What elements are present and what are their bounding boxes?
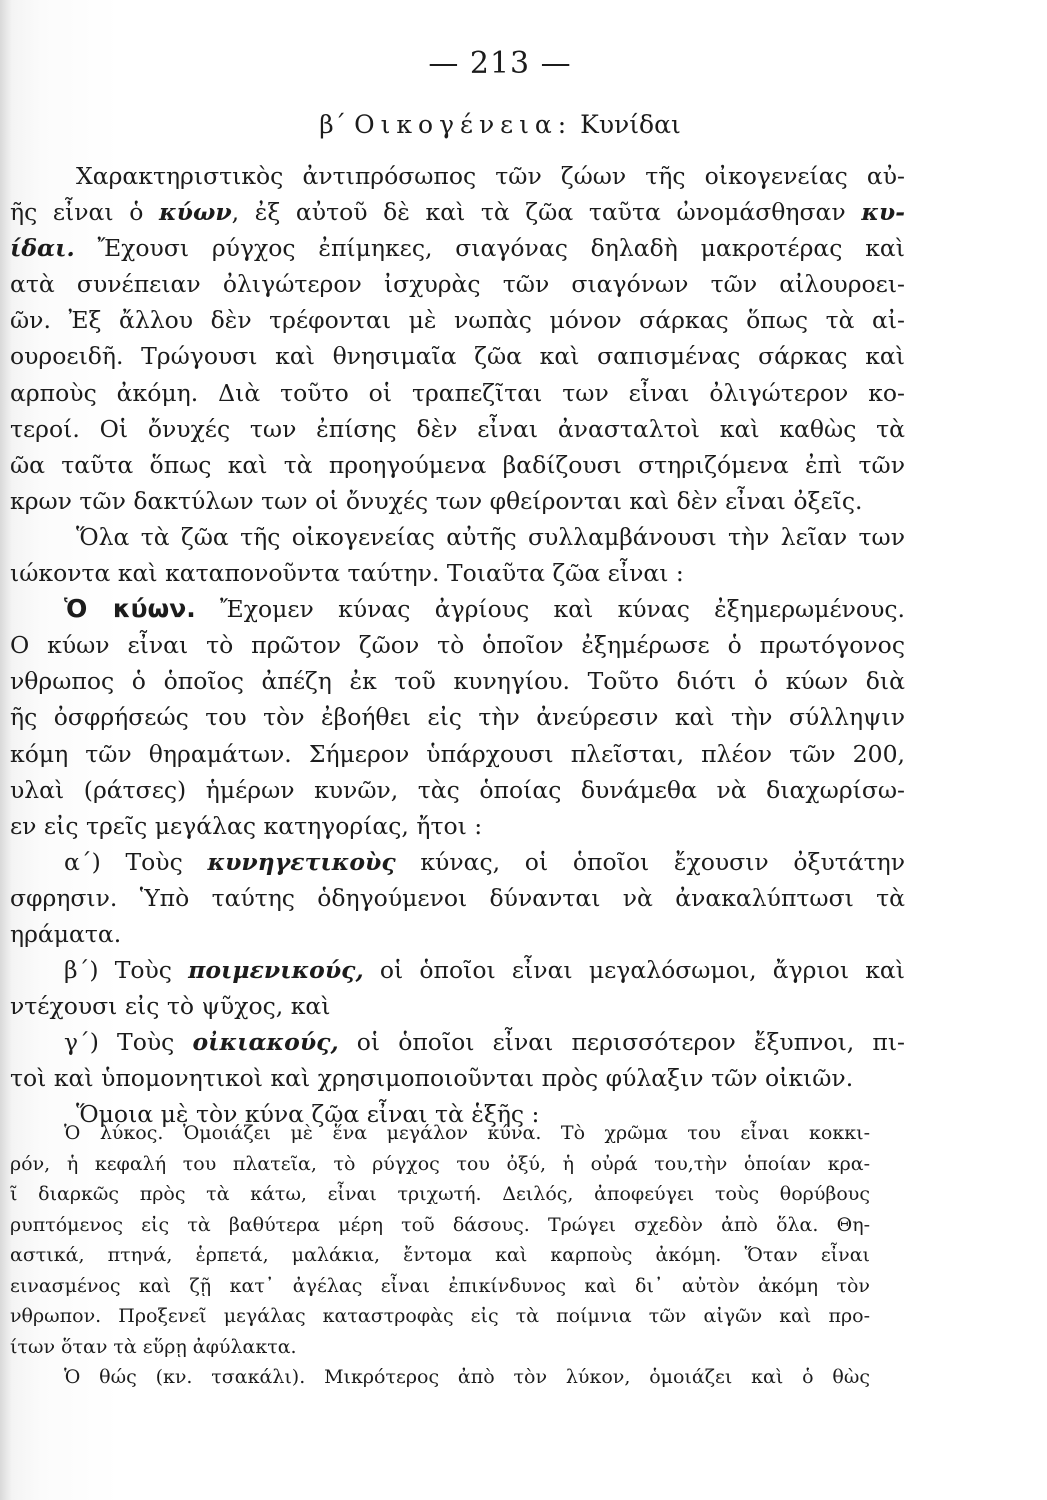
term-oikiakous: οἰκιακούς,: [192, 1028, 339, 1057]
note-line: ῖ διαρκῶς πρὸς τὰ κάτω, εἶναι τριχωτή. Δειλός, ἀποφεύγει τοὺς θορύβους: [10, 1183, 870, 1205]
term-kynidai: κυ-: [861, 198, 905, 227]
page-number: — 213 —: [428, 46, 572, 81]
paragraph-line: α΄) Τοὺς κυνηγετικοὺς κύνας, οἱ ὁποῖοι ἔχουσιν ὀξυτάτην: [64, 847, 906, 876]
paragraph-line: ῶν. Ἐξ ἄλλου δὲν τρέφονται μὲ νωπὰς μόνον σάρκας ὅπως τὰ αἰ-: [10, 306, 905, 335]
paragraph-line: Ὁ κύων. Ἔχομεν κύνας ἀγρίους καὶ κύνας ἐξημερωμένους.: [64, 594, 905, 624]
paragraph-line: τοὶ καὶ ὑπομονητικοὶ καὶ χρησιμοποιοῦνται πρὸς φύλαξιν τῶν οἰκιῶν.: [10, 1064, 854, 1093]
term-kynidai-end: ίδαι.: [10, 234, 75, 263]
note-line: αστικά, πτηνά, ἑρπετά, μαλάκια, ἔντομα καὶ καρποὺς ἀκόμη. Ὅταν εἶναι: [10, 1244, 870, 1266]
paragraph-line: τεροί. Οἱ ὄνυχές των ἐπίσης δὲν εἶναι ἀνασταλτοὶ καὶ καθὼς τὰ: [10, 414, 905, 443]
note-line: εινασμένος καὶ ζῇ κατ᾽ ἀγέλας εἶναι ἐπικίνδυνος καὶ δι᾽ αὐτὸν ἀκόμη τὸν: [10, 1274, 870, 1297]
section-label: Οικογένεια:: [354, 110, 573, 139]
small-print-text: [10, 1118, 870, 1393]
note-line: Ὁ θώς (κν. τσακάλι). Μικρότερος ἀπὸ τὸν λύκον, ὁμοιάζει καὶ ὁ θὼς: [64, 1366, 870, 1388]
paragraph-line: αρποὺς ἀκόμη. Διὰ τοῦτο οἱ τραπεζῖται των εἶναι ὀλιγώτερον κο-: [10, 378, 905, 407]
paragraph-line: υλαὶ (ράτσες) ἡμέρων κυνῶν, τὰς ὁποίας δυνάμεθα νὰ διαχωρίσω-: [10, 775, 905, 804]
note-line: νθρωπον. Προξενεῖ μεγάλας καταστροφὰς εἰς τὰ ποίμνια τῶν αἰγῶν καὶ προ-: [10, 1305, 870, 1327]
note-line: Ὁ λύκος. Ὁμοιάζει μὲ ἕνα μεγάλον κύνα. Τὸ χρῶμα του εἶναι κοκκι-: [64, 1122, 870, 1144]
note-line: ίτων ὅταν τὰ εὕρῃ ἀφύλακτα.: [10, 1335, 297, 1358]
paragraph-line: Ὅμοια μὲ τὸν κύνα ζῶα εἶναι τὰ ἑξῆς :: [76, 1100, 540, 1129]
paragraph-line: ουροειδῆ. Τρώγουσι καὶ θνησιμαῖα ζῶα καὶ σαπισμένας σάρκας καὶ: [10, 342, 905, 371]
term-kynigetikous: κυνηγετικοὺς: [207, 847, 396, 876]
heading-kyon: Ὁ κύων.: [64, 594, 196, 624]
section-family-name: Κυνίδαι: [580, 110, 681, 139]
paragraph-line: ῆς ὀσφρήσεώς του τὸν ἐβοήθει εἰς τὴν ἀνεύρεσιν καὶ τὴν σύλληψιν: [10, 703, 905, 732]
paragraph-line: Ο κύων εἶναι τὸ πρῶτον ζῶον τὸ ὁποῖον ἐξημέρωσε ὁ πρωτόγονος: [10, 631, 905, 660]
paragraph-line: νθρωπος ὁ ὁποῖος ἀπέζη ἐκ τοῦ κυνηγίου. Τοῦτο διότι ὁ κύων διὰ: [10, 667, 905, 696]
paragraph-line: γ΄) Τοὺς οἰκιακούς, οἱ ὁποῖοι εἶναι περισσότερον ἔξυπνοι, πι-: [64, 1028, 905, 1057]
note-line: ρόν, ἡ κεφαλή του πλατεῖα, τὸ ρύγχος του ὀξύ, ἡ οὐρά του,τὴν ὁποίαν κρα-: [10, 1152, 870, 1175]
paragraph-line: Χαρακτηριστικὸς ἀντιπρόσωπος τῶν ζώων τῆς οἰκογενείας αὐ-: [76, 162, 905, 190]
section-title: [0, 110, 1000, 139]
paragraph-line: Ὅλα τὰ ζῶα τῆς οἰκογενείας αὐτῆς συλλαμβάνουσι τὴν λεῖαν των: [76, 522, 905, 551]
section-prefix: β΄: [319, 110, 347, 139]
paragraph-line: β΄) Τοὺς ποιμενικούς, οἱ ὁποῖοι εἶναι μεγαλόσωμοι, ἄγριοι καὶ: [64, 956, 905, 985]
paragraph-line: ηράματα.: [10, 919, 122, 948]
paragraph-line: ατὰ συνέπειαν ὀλιγώτερον ἰσχυρὰς τῶν σιαγόνων τῶν αἰλουροει-: [10, 270, 905, 299]
paragraph-line: ίδαι. Ἔχουσι ρύγχος ἐπίμηκες, σιαγόνας δηλαδὴ μακροτέρας καὶ: [10, 234, 905, 263]
paragraph-line: εν εἰς τρεῖς μεγάλας κατηγορίας, ἤτοι :: [10, 811, 483, 840]
paragraph-line: κρων τῶν δακτύλων των οἱ ὄνυχές των φθείρονται καὶ δὲν εἶναι ὀξεῖς.: [10, 486, 863, 515]
paragraph-line: σφρησιν. Ὑπὸ ταύτης ὁδηγούμενοι δύνανται νὰ ἀνακαλύπτωσι τὰ: [10, 883, 905, 912]
note-line: ρυπτόμενος εἰς τὰ βαθύτερα μέρη τοῦ δάσους. Τρώγει σχεδὸν ἀπὸ ὅλα. Θη-: [10, 1213, 870, 1236]
term-kyon: κύων: [159, 198, 232, 227]
main-text: [10, 158, 905, 1133]
paragraph-line: ντέχουσι εἰς τὸ ψῦχος, καὶ: [10, 992, 331, 1021]
paragraph-line: ῶα ταῦτα ὅπως καὶ τὰ προηγούμενα βαδίζουσι στηριζόμενα ἐπὶ τῶν: [10, 450, 905, 479]
paragraph-line: ιώκοντα καὶ καταπονοῦντα ταύτην. Τοιαῦτα ζῶα εἶναι :: [10, 559, 684, 588]
paragraph-line: κόμη τῶν θηραμάτων. Σήμερον ὑπάρχουσι πλεῖσται, πλέον τῶν 200,: [10, 739, 905, 768]
paragraph-line: ῆς εἶναι ὁ κύων, ἐξ αὐτοῦ δὲ καὶ τὰ ζῶα ταῦτα ὠνομάσθησαν κυ-: [10, 198, 905, 227]
term-poimenikous: ποιμενικούς,: [188, 956, 364, 985]
